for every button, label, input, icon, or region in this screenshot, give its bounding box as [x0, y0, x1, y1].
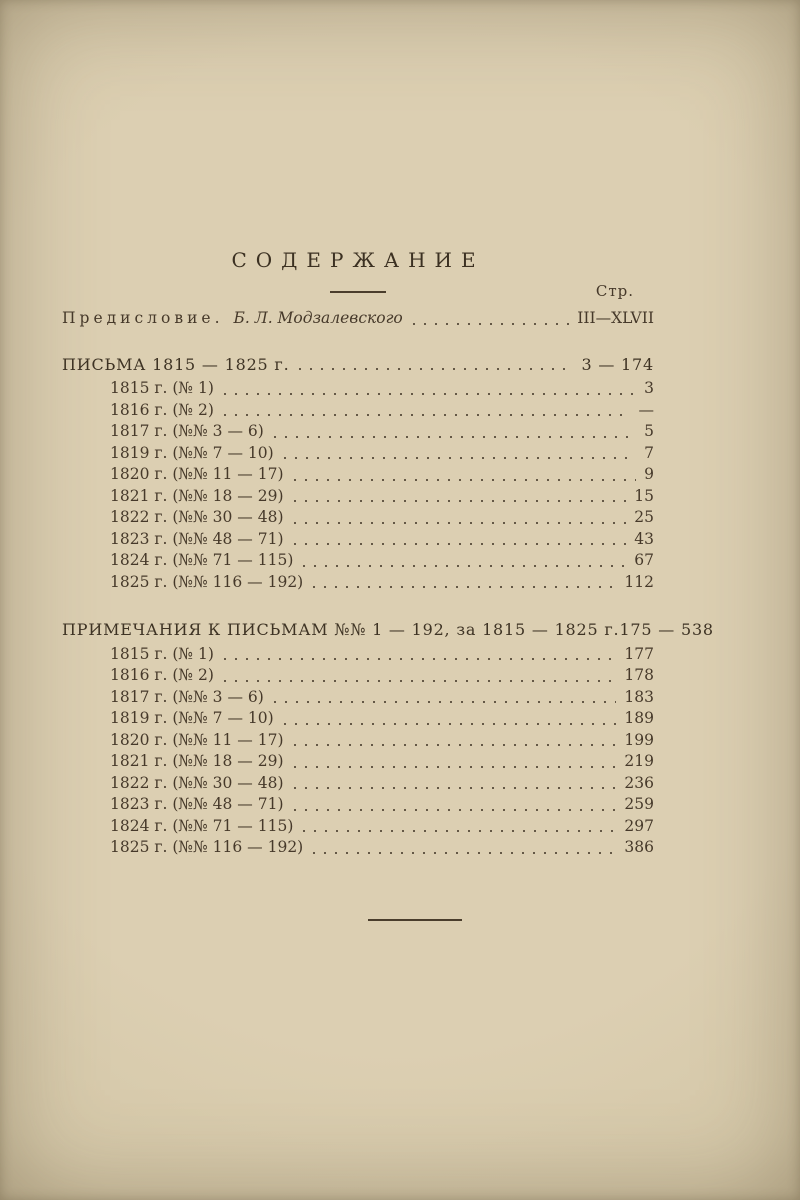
- entry-page: —: [638, 400, 654, 419]
- entry-label: 1819 г. (№№ 7 — 10): [110, 443, 274, 462]
- dot-leader: [303, 565, 626, 567]
- table-of-contents: [62, 248, 714, 921]
- entry-label: 1820 г. (№№ 11 — 17): [110, 465, 284, 483]
- dot-leader: [294, 479, 637, 481]
- entry-label: 1815 г. (№ 1): [110, 644, 214, 663]
- section-heading-row: [62, 354, 654, 376]
- entry-label: 1817 г. (№№ 3 — 6): [110, 687, 264, 706]
- dot-leader: [224, 658, 617, 660]
- entry-label: 1824 г. (№№ 71 — 115): [110, 816, 294, 835]
- entry-page: 9: [644, 465, 654, 483]
- dot-leader: [284, 457, 636, 459]
- entry-label: 1816 г. (№ 2): [110, 400, 214, 419]
- toc-entry-row: [110, 443, 654, 465]
- entry-label: 1824 г. (№№ 71 — 115): [110, 551, 294, 569]
- dot-leader: [413, 323, 569, 325]
- entry-label: 1819 г. (№№ 7 — 10): [110, 709, 274, 727]
- toc-entry-row: [110, 665, 654, 687]
- toc-entry-row: [110, 730, 654, 752]
- letters-section: [62, 354, 654, 594]
- dot-leader: [294, 787, 617, 789]
- toc-entry-row: [110, 464, 654, 486]
- entry-label: 1816 г. (№ 2): [110, 666, 214, 684]
- section-heading: ПРИМЕЧАНИЯ К ПИСЬМАМ №№ 1 — 192, за 1815 — 1825 г.: [62, 620, 620, 639]
- section-pages: 175 — 538: [619, 620, 714, 639]
- entry-label: 1825 г. (№№ 116 — 192): [110, 572, 304, 591]
- toc-entry-row: [110, 708, 654, 730]
- entry-page: 112: [624, 572, 654, 591]
- section-heading-row: [62, 619, 714, 641]
- toc-entry-row: [110, 486, 654, 508]
- dot-leader: [313, 852, 616, 854]
- dot-leader: [224, 414, 631, 416]
- toc-entry-row: [110, 687, 654, 709]
- toc-entry-row: [110, 837, 654, 859]
- entry-page: 297: [624, 816, 654, 835]
- dot-leader: [313, 586, 616, 588]
- letters-entries: [62, 378, 654, 593]
- entry-label: 1821 г. (№№ 18 — 29): [110, 752, 284, 770]
- entry-page: 15: [634, 486, 654, 505]
- dot-leader: [284, 723, 617, 725]
- title-rule-row: [62, 280, 654, 306]
- entry-page: 199: [624, 730, 654, 749]
- dot-leader: [294, 766, 617, 768]
- dot-leader: [303, 830, 616, 832]
- entry-page: 259: [624, 795, 654, 813]
- dot-leader: [294, 744, 617, 746]
- preface-label: Предисловие.: [62, 309, 224, 327]
- dot-leader: [294, 543, 627, 545]
- entry-page: 5: [644, 422, 654, 440]
- toc-entry-row: [110, 816, 654, 838]
- entry-label: 1823 г. (№№ 48 — 71): [110, 529, 284, 548]
- entry-page: 219: [624, 752, 654, 770]
- bottom-divider: [368, 919, 462, 921]
- entry-label: 1815 г. (№ 1): [110, 379, 214, 397]
- page-column-header: Стр.: [595, 282, 634, 300]
- entry-label: 1823 г. (№№ 48 — 71): [110, 795, 284, 813]
- dot-leader: [294, 500, 627, 502]
- page-title: СОДЕРЖАНИЕ: [231, 248, 485, 272]
- entry-label: 1817 г. (№№ 3 — 6): [110, 422, 264, 440]
- entry-page: 178: [624, 666, 654, 684]
- toc-entry-row: [110, 400, 654, 422]
- entry-page: 177: [624, 644, 654, 663]
- entry-page: 189: [624, 709, 654, 727]
- entry-page: 386: [624, 838, 654, 856]
- entry-page: 43: [634, 529, 654, 548]
- toc-entry-row: [110, 378, 654, 400]
- entry-label: 1820 г. (№№ 11 — 17): [110, 730, 284, 749]
- entry-page: 183: [624, 687, 654, 706]
- toc-entry-row: [110, 773, 654, 795]
- notes-entries: [62, 644, 654, 859]
- preface-author: Б. Л. Модзалевского: [233, 309, 403, 327]
- dot-leader: [224, 680, 617, 682]
- dot-leader: [294, 809, 617, 811]
- title-divider: [330, 291, 386, 293]
- notes-section: [62, 619, 714, 859]
- entry-page: 7: [644, 443, 654, 462]
- entry-label: 1822 г. (№№ 30 — 48): [110, 773, 284, 792]
- dot-leader: [274, 436, 636, 438]
- toc-entry-row: [110, 572, 654, 594]
- entry-page: 236: [624, 773, 654, 792]
- section-heading: ПИСЬМА 1815 — 1825 г.: [62, 354, 290, 374]
- dot-leader: [274, 701, 617, 703]
- toc-entry-row: [110, 529, 654, 551]
- entry-page: 67: [634, 551, 654, 569]
- toc-entry-row: [110, 507, 654, 529]
- entry-label: 1821 г. (№№ 18 — 29): [110, 486, 284, 505]
- entry-label: 1825 г. (№№ 116 — 192): [110, 838, 304, 856]
- toc-entry-row: [110, 550, 654, 572]
- dot-leader: [299, 368, 573, 370]
- preface-pages: III—XLVII: [577, 309, 654, 327]
- toc-entry-row: [110, 751, 654, 773]
- preface-row: [62, 308, 654, 330]
- toc-entry-row: [110, 794, 654, 816]
- entry-label: 1822 г. (№№ 30 — 48): [110, 508, 284, 526]
- dot-leader: [224, 393, 636, 395]
- dot-leader: [294, 522, 627, 524]
- section-pages: 3 — 174: [581, 354, 654, 374]
- entry-page: 25: [634, 508, 654, 526]
- entry-page: 3: [644, 379, 654, 397]
- toc-entry-row: [110, 644, 654, 666]
- toc-entry-row: [110, 421, 654, 443]
